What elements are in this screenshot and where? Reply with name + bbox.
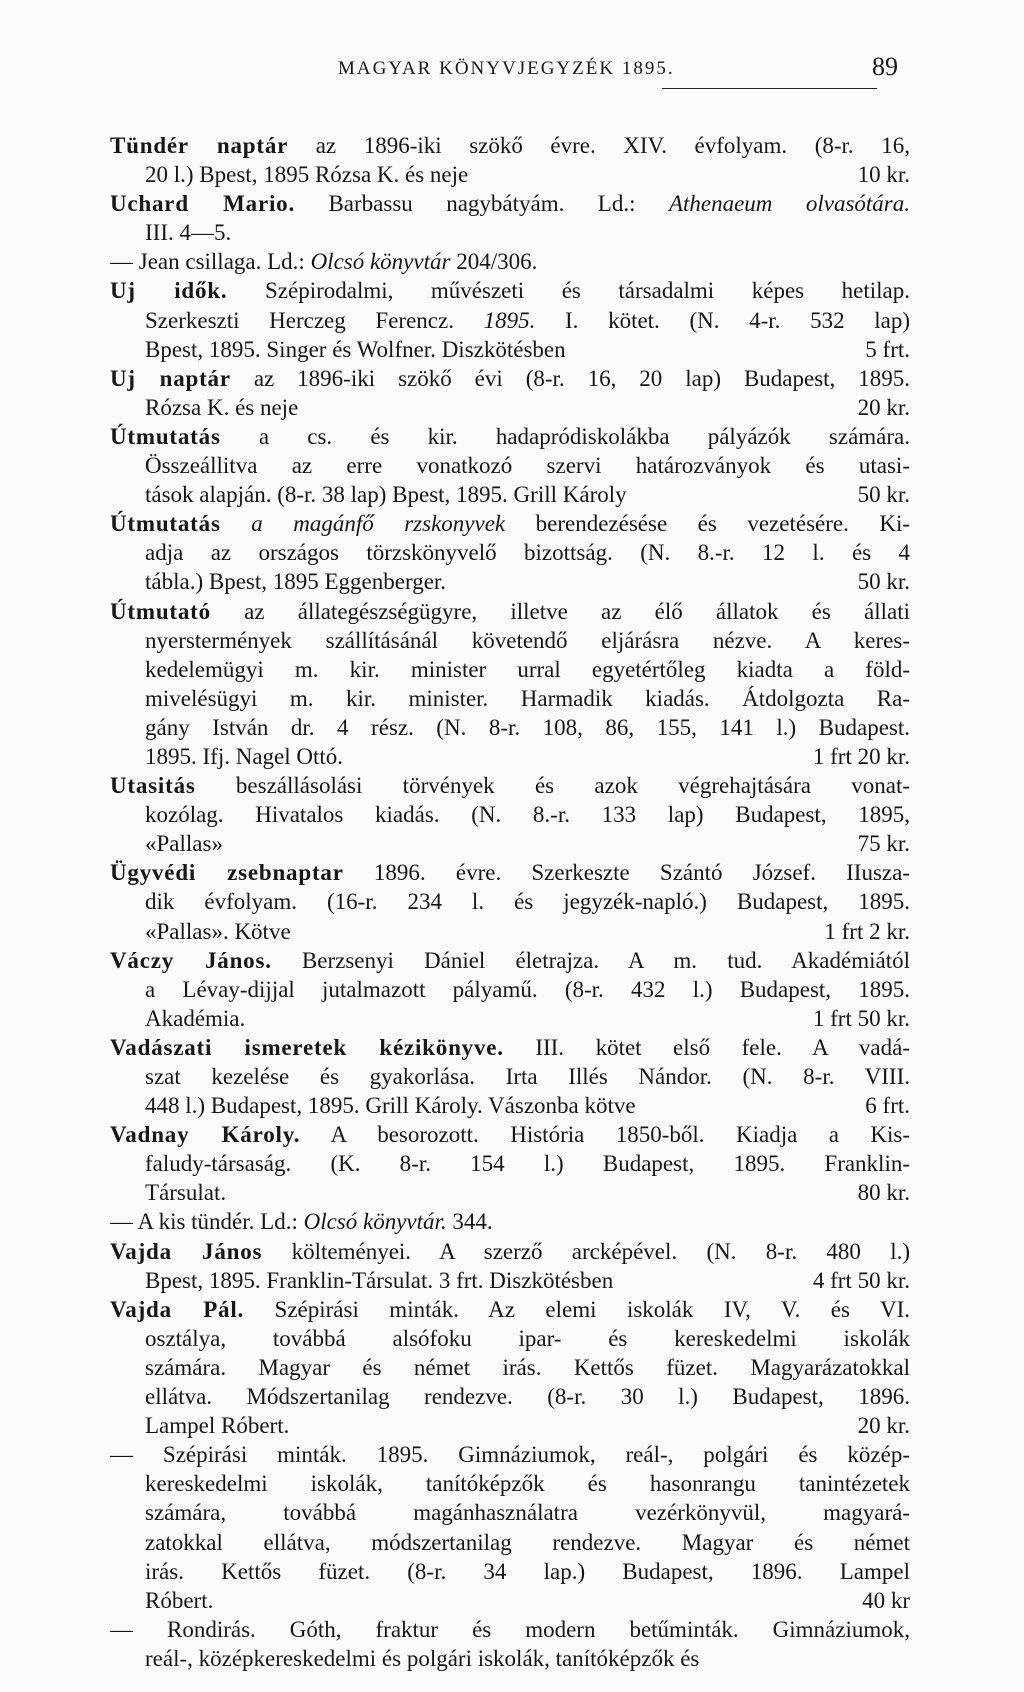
entry-text: a cs. és kir. hadapródiskolákba pályázók számára. <box>220 423 910 449</box>
entry-text: 344. <box>446 1209 493 1235</box>
running-title: MAGYAR KÖNYVJEGYZÉK 1895. <box>338 58 675 79</box>
entry-text: osztálya, továbbá alsófoku ipar- és kereskedelmi iskolák <box>145 1325 910 1351</box>
entry-line <box>110 451 910 480</box>
catalogue-entry <box>110 858 910 945</box>
italic-reference: Athenaeum olvasótára. <box>668 191 910 217</box>
entry-text: kereskedelmi iskolák, tanítóképzők és hasonrangu tanintézetek <box>145 1471 910 1497</box>
price: 20 kr. <box>857 394 910 420</box>
entry-line <box>110 509 910 538</box>
entry-text: Róbert. <box>145 1587 214 1613</box>
entry-text: szat kezelése és gyakorlása. Irta Illés Nándor. (N. 8-r. VIII. <box>145 1064 910 1089</box>
entry-text: III. kötet első fele. A vadá- <box>503 1034 910 1060</box>
entry-line <box>110 887 910 916</box>
entry-text: az állategészségügyre, illetve az élő állatok és állati <box>210 598 910 624</box>
entry-line <box>110 422 910 451</box>
entry-text: az 1896-iki szökő évi (8-r. 16, 20 lap) Budapest, 1895. <box>230 365 911 391</box>
entry-text: Bpest, 1895. Singer és Wolfner. Diszkötésben <box>145 336 566 362</box>
entry-heading: Uj idők. <box>110 278 228 304</box>
page-number: 89 <box>872 52 898 81</box>
entry-text: 20 l.) Bpest, 1895 Rózsa K. és neje <box>145 162 469 188</box>
catalogue-entry <box>110 276 910 363</box>
entry-heading: Ügyvédi zsebnaptar <box>110 860 344 886</box>
entry-line <box>110 713 910 742</box>
price: 4 frt 50 kr. <box>812 1267 910 1293</box>
entry-text: Szépirási minták. Az elemi iskolák IV, V. és VI. <box>244 1296 910 1322</box>
entry-text: beszállásolási törvények és azok végrehajtására vonat- <box>195 773 910 799</box>
entry-heading: Vadászati ismeretek kézikönyve. <box>110 1034 504 1060</box>
entry-text: számára, továbbá magánhasználatra vezérkönyvül, magyará- <box>145 1500 910 1526</box>
entry-text: Szépirodalmi, művészeti és társadalmi képes hetilap. <box>227 278 910 304</box>
entry-heading: Uj naptár <box>110 365 231 391</box>
entry-text: kozólag. Hivatalos kiadás. (N. 8.-r. 133 lap) Budapest, 1895, <box>145 802 910 828</box>
entry-heading: Útmutatás <box>110 423 221 449</box>
entry-text: a Lévay-dijjal jutalmazott pályamű. (8-r. 432 l.) Budapest, 1895. <box>145 976 910 1002</box>
entry-heading: Vadnay Károly. <box>110 1122 301 1148</box>
catalogue-entry <box>110 1440 910 1615</box>
entry-line <box>110 218 910 247</box>
entry-line <box>110 480 910 509</box>
entry-text: irás. Kettős füzet. (8-r. 34 lap.) Budapest, 1896. Lampel <box>145 1558 910 1584</box>
entry-text: 448 l.) Budapest, 1895. Grill Károly. Vászonba kötve <box>145 1093 636 1119</box>
entry-text: 1895. Ifj. Nagel Ottó. <box>145 743 344 769</box>
running-header <box>0 52 1024 92</box>
catalogue-entry <box>110 131 910 189</box>
entry-line <box>110 538 910 567</box>
entry-line <box>110 1266 910 1295</box>
entry-text: faludy-társaság. (K. 8-r. 154 l.) Budapest, 1895. Franklin- <box>145 1151 910 1177</box>
italic-reference: Olcsó könyvtár. <box>303 1209 447 1235</box>
entry-heading: Vajda János <box>110 1238 263 1264</box>
price: 10 kr. <box>857 162 910 188</box>
entry-line <box>110 393 910 422</box>
entry-heading: Útmutatás <box>110 511 221 537</box>
entry-line <box>110 1295 910 1324</box>
entry-line <box>110 1004 910 1033</box>
entry-text: — Jean csillaga. Ld.: <box>110 249 311 275</box>
catalogue-entry <box>110 597 910 772</box>
entry-text: reál-, középkereskedelmi és polgári iskolák, tanítóképzők és <box>145 1645 700 1671</box>
price: 50 kr. <box>857 569 910 595</box>
entry-line <box>110 1586 910 1615</box>
entry-text: berendezésése és vezetésére. Ki- <box>505 511 911 537</box>
entry-line <box>110 1615 910 1644</box>
entry-text: «Pallas». Kötve <box>145 918 291 944</box>
entry-text: I. kötet. (N. 4-r. 532 lap) <box>535 307 910 333</box>
entry-line <box>110 1324 910 1353</box>
entry-text: — A kis tündér. Ld.: <box>110 1209 304 1235</box>
entry-text: Rózsa K. és neje <box>145 394 299 420</box>
catalogue-entry <box>110 1615 910 1673</box>
entry-line <box>110 1557 910 1586</box>
entry-text: Összeállitva az erre vonatkozó szervi határozványok és utasi- <box>145 453 910 479</box>
entry-text: tábla.) Bpest, 1895 Eggenberger. <box>145 569 447 595</box>
entry-line <box>110 276 910 305</box>
entry-line <box>110 1178 910 1207</box>
price: 1 frt 50 kr. <box>812 1005 910 1031</box>
price: 6 frt. <box>865 1093 910 1119</box>
entry-line <box>110 626 910 655</box>
catalogue-entry <box>110 1033 910 1120</box>
entry-line <box>110 364 910 393</box>
entry-heading: Uchard Mario. <box>110 191 296 217</box>
catalogue-entry <box>110 422 910 509</box>
entry-text: Barbassu nagybátyám. Ld.: <box>295 191 669 217</box>
entry-line <box>110 1237 910 1266</box>
entry-text: — Szépirási minták. 1895. Gimnáziumok, reál-, polgári és közép- <box>110 1442 910 1468</box>
entry-line <box>110 975 910 1004</box>
catalogue-entries <box>110 131 910 1673</box>
entry-heading: Váczy János. <box>110 947 272 973</box>
entry-text: kedelemügyi m. kir. minister urral egyetértőleg kiadta a föld- <box>145 656 910 682</box>
entry-line <box>110 335 910 364</box>
price: 40 kr <box>862 1587 910 1613</box>
entry-text: adja az országos törzskönyvelő bizottság. (N. 8.-r. 12 l. és 4 <box>145 540 910 566</box>
entry-text: zatokkal ellátva, módszertanilag rendezve. Magyar és német <box>145 1529 910 1555</box>
entry-line <box>110 306 910 335</box>
catalogue-entry <box>110 1120 910 1207</box>
entry-text: költeményei. A szerző arcképével. (N. 8-r. 480 l.) <box>262 1238 911 1264</box>
catalogue-entry <box>110 189 910 247</box>
price: 5 frt. <box>865 336 910 362</box>
entry-text: Szerkeszti Herczeg Ferencz. <box>145 307 484 333</box>
entry-text: nyerstermények szállításánál követendő eljárásra nézve. A keres- <box>145 627 910 653</box>
entry-line <box>110 800 910 829</box>
entry-text: A besorozott. História 1850-ből. Kiadja a Kis- <box>300 1122 910 1148</box>
entry-line <box>110 1207 910 1236</box>
entry-heading: Vajda Pál. <box>110 1296 245 1322</box>
entry-heading: Utasitás <box>110 773 196 799</box>
catalogue-entry <box>110 946 910 1033</box>
italic-reference: 1895. <box>483 307 536 333</box>
entry-line <box>110 567 910 596</box>
entry-text: Társulat. <box>145 1180 227 1206</box>
price: 1 frt 2 kr. <box>824 918 910 944</box>
entry-line <box>110 771 910 800</box>
entry-line <box>110 829 910 858</box>
catalogue-entry <box>110 1295 910 1440</box>
price: 1 frt 20 kr. <box>812 743 910 769</box>
italic-reference: a magánfő rzskonyvek <box>251 511 506 537</box>
entry-text: III. 4—5. <box>145 220 232 246</box>
entry-text: Akadémia. <box>145 1005 246 1031</box>
entry-line <box>110 189 910 218</box>
entry-text: gány István dr. 4 rész. (N. 8-r. 108, 86, 155, 141 l.) Budapest. <box>145 714 910 740</box>
entry-line <box>110 597 910 626</box>
entry-heading: Útmutató <box>110 598 211 624</box>
catalogue-entry <box>110 1207 910 1236</box>
entry-line <box>110 1411 910 1440</box>
entry-line <box>110 1120 910 1149</box>
entry-text: «Pallas» <box>145 831 223 857</box>
italic-reference: Olcsó könyvtár <box>310 249 451 275</box>
entry-line <box>110 1382 910 1411</box>
entry-line <box>110 1498 910 1527</box>
entry-text: az 1896-iki szökő évre. XIV. évfolyam. (8-r. 16, <box>288 133 910 158</box>
entry-line <box>110 946 910 975</box>
catalogue-entry <box>110 509 910 596</box>
price: 75 kr. <box>857 831 910 857</box>
entry-text: számára. Magyar és német irás. Kettős füzet. Magyarázatokkal <box>145 1354 910 1380</box>
price: 80 kr. <box>857 1180 910 1206</box>
entry-text <box>221 511 252 536</box>
entry-text: 204/306. <box>450 249 538 275</box>
entry-heading: Tündér naptár <box>110 133 289 158</box>
header-rule <box>662 88 877 89</box>
entry-text: mivelésügyi m. kir. minister. Harmadik kiadás. Átdolgozta Ra- <box>145 685 910 711</box>
entry-line <box>110 247 910 276</box>
catalogue-entry <box>110 364 910 422</box>
entry-line <box>110 858 910 887</box>
entry-text: Lampel Róbert. <box>145 1413 290 1439</box>
entry-line <box>110 131 910 160</box>
entry-line <box>110 655 910 684</box>
entry-text: Bpest, 1895. Franklin-Társulat. 3 frt. Diszkötésben <box>145 1267 614 1293</box>
entry-line <box>110 917 910 946</box>
entry-line <box>110 1644 910 1673</box>
entry-text: tások alapján. (8-r. 38 lap) Bpest, 1895. Grill Károly <box>145 482 627 508</box>
entry-line <box>110 742 910 771</box>
catalogue-entry <box>110 247 910 276</box>
entry-line <box>110 1033 910 1062</box>
catalogue-entry <box>110 771 910 858</box>
catalogue-entry <box>110 1237 910 1295</box>
price: 50 kr. <box>857 482 910 508</box>
entry-line <box>110 1149 910 1178</box>
entry-line <box>110 1062 910 1091</box>
entry-line <box>110 1528 910 1557</box>
entry-line <box>110 160 910 189</box>
entry-line <box>110 684 910 713</box>
entry-line <box>110 1091 910 1120</box>
entry-line <box>110 1353 910 1382</box>
entry-text: 1896. évre. Szerkeszte Szántó József. IIusza- <box>343 860 910 886</box>
price: 20 kr. <box>857 1413 910 1439</box>
entry-line <box>110 1469 910 1498</box>
entry-line <box>110 1440 910 1469</box>
entry-text: ellátva. Módszertanilag rendezve. (8-r. 30 l.) Budapest, 1896. <box>145 1384 910 1410</box>
entry-text: dik évfolyam. (16-r. 234 l. és jegyzék-napló.) Budapest, 1895. <box>145 889 910 915</box>
entry-text: — Rondirás. Góth, fraktur és modern betűminták. Gimnáziumok, <box>110 1616 910 1642</box>
entry-text: Berzsenyi Dániel életrajza. A m. tud. Akadémiától <box>271 947 910 973</box>
